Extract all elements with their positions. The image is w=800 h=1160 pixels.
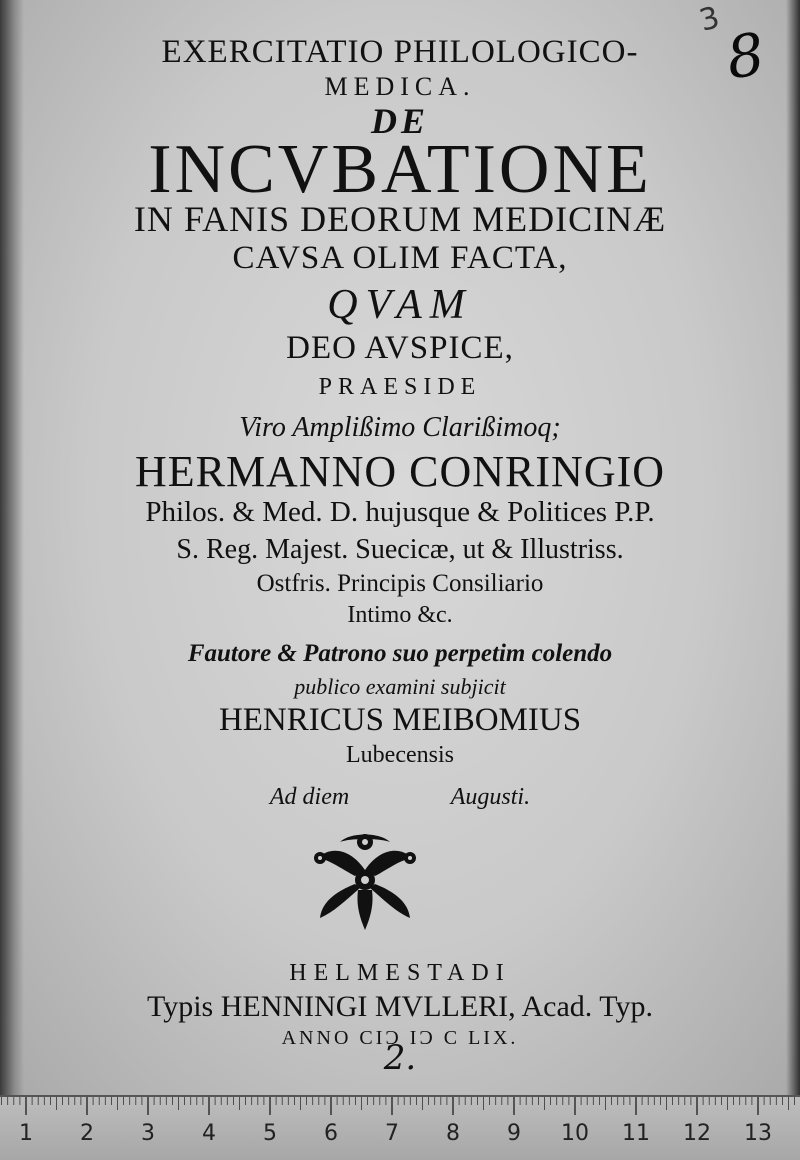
imprint-printer: Typis HENNINGI MVLLERI, Acad. Typ. (146, 990, 653, 1023)
title-line-12: Philos. & Med. D. hujusque & Politices P.P. (145, 496, 655, 528)
ruler-ticks (0, 1097, 800, 1117)
date-month: Augusti. (450, 784, 531, 810)
respondent-name: HENRICUS MEIBOMIUS (218, 702, 582, 738)
title-line-5: IN FANIS DEORUM MEDICINÆ (133, 199, 667, 239)
ruler-number: 3 (141, 1121, 155, 1146)
title-line-1: EXERCITATIO PHILOLOGICO- (161, 34, 639, 70)
title-line-13: S. Reg. Majest. Suecicæ, ut & Illustriss. (176, 534, 624, 565)
date-line (0, 784, 800, 811)
main-title: INCVBATIONE (148, 131, 652, 208)
ruler-number: 2 (80, 1121, 94, 1146)
title-line-15: Intimo &c. (347, 602, 453, 628)
title-line-3: DE (370, 101, 429, 141)
title-line-2: MEDICA. (324, 72, 476, 101)
title-line-19: Lubecensis (346, 742, 454, 768)
title-line-7: QVAM (327, 282, 473, 328)
ruler-number: 8 (446, 1121, 460, 1146)
ruler-number: 11 (622, 1121, 650, 1146)
imprint-place: HELMESTADI (289, 960, 511, 986)
ruler-number: 13 (744, 1121, 772, 1146)
ruler-number: 6 (324, 1121, 338, 1146)
measuring-ruler (0, 1095, 800, 1160)
title-line-8: DEO AVSPICE, (286, 330, 514, 366)
ruler-number: 7 (385, 1121, 399, 1146)
archive-number: 8 (722, 19, 769, 93)
ruler-number: 10 (561, 1121, 589, 1146)
title-line-17: publico examini subjicit (294, 674, 506, 699)
imprint-year: ANNO CIƆ IƆ C LIX. (281, 1027, 519, 1049)
ruler-number: 12 (683, 1121, 711, 1146)
date-day: Ad diem (269, 784, 350, 810)
praeside: PRAESIDE (318, 374, 482, 400)
pencil-mark: 3 (695, 0, 724, 39)
handwritten-number: 2. (383, 1038, 417, 1078)
title-line-6: CAVSA OLIM FACTA, (232, 240, 568, 276)
ruler-number: 9 (507, 1121, 521, 1146)
printers-ornament-icon (300, 828, 430, 932)
title-line-16: Fautore & Patrono suo perpetim colendo (187, 640, 613, 667)
praeses-name: HERMANNO CONRINGIO (134, 447, 666, 496)
title-line-10: Viro Amplißimo Clarißimoq; (239, 412, 561, 443)
title-line-14: Ostfris. Principis Consiliario (256, 570, 544, 597)
ruler-number: 5 (263, 1121, 277, 1146)
ruler-number: 1 (19, 1121, 33, 1146)
ruler-number: 4 (202, 1121, 216, 1146)
